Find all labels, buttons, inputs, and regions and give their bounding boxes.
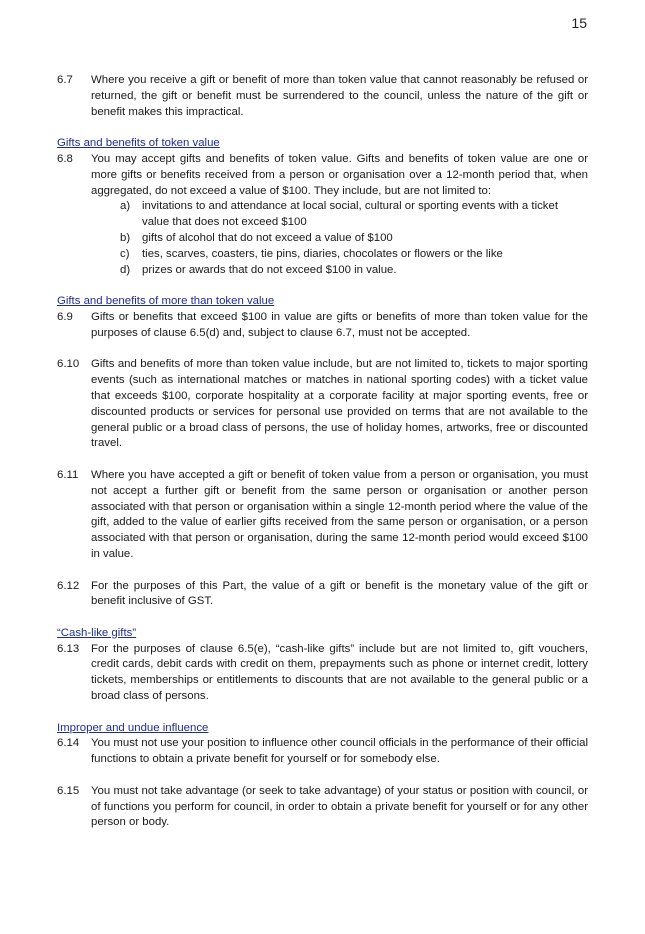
clause-6-9: [57, 310, 588, 342]
list-item-letter: c): [120, 247, 130, 260]
list-item-letter: a): [120, 200, 131, 213]
list-item-letter: b): [120, 231, 131, 244]
clause-text: For the purposes of clause 6.5(e), “cash-like gifts” include but are not limited to, gift vouchers, credit cards, debit cards with credit on them, prepayments such as phone or internet credit, lottery tickets, memberships or entitlements to discounts that are not available to the general public or a broad class of persons.: [91, 642, 588, 703]
list-item: [91, 199, 588, 231]
list-item-text: invitations to and attendance at local social, cultural or sporting events with a ticket value that does not exceed $100: [142, 200, 558, 229]
clause-text: Gifts and benefits of more than token value include, but are not limited to, tickets to major sporting events (such as international matches or matches in national sporting codes) with a ticket value that exceeds $100, corporate hospitality at a corporate facility at major sporting events, free or discounted products or services for personal use provided on terms that are not available to the general public or a broad class of persons, the use of holiday homes, artworks, free or discounted travel.: [91, 358, 588, 450]
clause-text: You may accept gifts and benefits of token value. Gifts and benefits of token value are one or more gifts or benefits received from a person or organisation over a 12-month period that, when aggregated, do not exceed a value of $100. They include, but are not limited to:: [91, 152, 588, 197]
clause-6-13: [57, 642, 588, 705]
page-content: [57, 73, 588, 831]
section-heading-cash-like-gifts: “Cash-like gifts”: [57, 626, 137, 639]
section-heading-token-value: Gifts and benefits of token value: [57, 137, 220, 150]
list-item-text: ties, scarves, coasters, tie pins, diaries, chocolates or flowers or the like: [142, 247, 503, 260]
clause-6-12: [57, 579, 588, 611]
clause-number: 6.12: [57, 579, 80, 592]
clause-number: 6.11: [57, 468, 79, 481]
list-item: [91, 231, 588, 247]
clause-text: Gifts or benefits that exceed $100 in value are gifts or benefits of more than token value for the purposes of clause 6.5(d) and, subject to clause 6.7, must not be accepted.: [91, 310, 588, 339]
clause-number: 6.10: [57, 358, 80, 371]
clause-number: 6.13: [57, 642, 80, 655]
clause-number: 6.8: [57, 152, 73, 165]
clause-number: 6.14: [57, 737, 80, 750]
list-item: [91, 247, 588, 263]
clause-number: 6.7: [57, 74, 73, 86]
clause-6-15: [57, 784, 588, 831]
list-item-text: prizes or awards that do not exceed $100 in value.: [142, 263, 397, 276]
list-item: [91, 263, 588, 279]
clause-text: You must not take advantage (or seek to take advantage) of your status or position with council, or of functions you perform for council, in order to obtain a private benefit for yourself or for any other person or body.: [91, 784, 588, 829]
section-heading-more-than-token-value: Gifts and benefits of more than token value: [57, 295, 275, 308]
clause-text: You must not use your position to influence other council officials in the performance of their official functions to obtain a private benefit for yourself or for somebody else.: [91, 737, 588, 766]
clause-6-7: [57, 73, 588, 120]
clause-6-14: [57, 736, 588, 768]
clause-6-8: [57, 152, 588, 278]
clause-text: Where you have accepted a gift or benefit of token value from a person or organisation, you must not accept a further gift or benefit from the same person or organisation or another person associated with that person or organisation within a single 12-month period where the value of the gift, added to the value of earlier gifts received from the same person or organisation, or a person associated with that person or organisation, during the same 12-month period would exceed $100 in value.: [91, 468, 588, 560]
clause-6-10: [57, 357, 588, 452]
list-item-letter: d): [120, 263, 131, 276]
clause-text: Where you receive a gift or benefit of more than token value that cannot reasonably be refused or returned, the gift or benefit must be surrendered to the council, unless the nature of the gift or benefit makes this impractical.: [91, 74, 588, 118]
token-value-examples-list: [91, 199, 588, 278]
page-number: 15: [571, 15, 587, 31]
clause-text: For the purposes of this Part, the value of a gift or benefit is the monetary value of the gift or benefit inclusive of GST.: [91, 579, 588, 608]
clause-number: 6.9: [57, 310, 73, 323]
section-heading-improper-influence: Improper and undue influence: [57, 721, 209, 734]
clause-number: 6.15: [57, 784, 80, 797]
clause-6-11: [57, 468, 588, 563]
list-item-text: gifts of alcohol that do not exceed a value of $100: [142, 231, 393, 244]
